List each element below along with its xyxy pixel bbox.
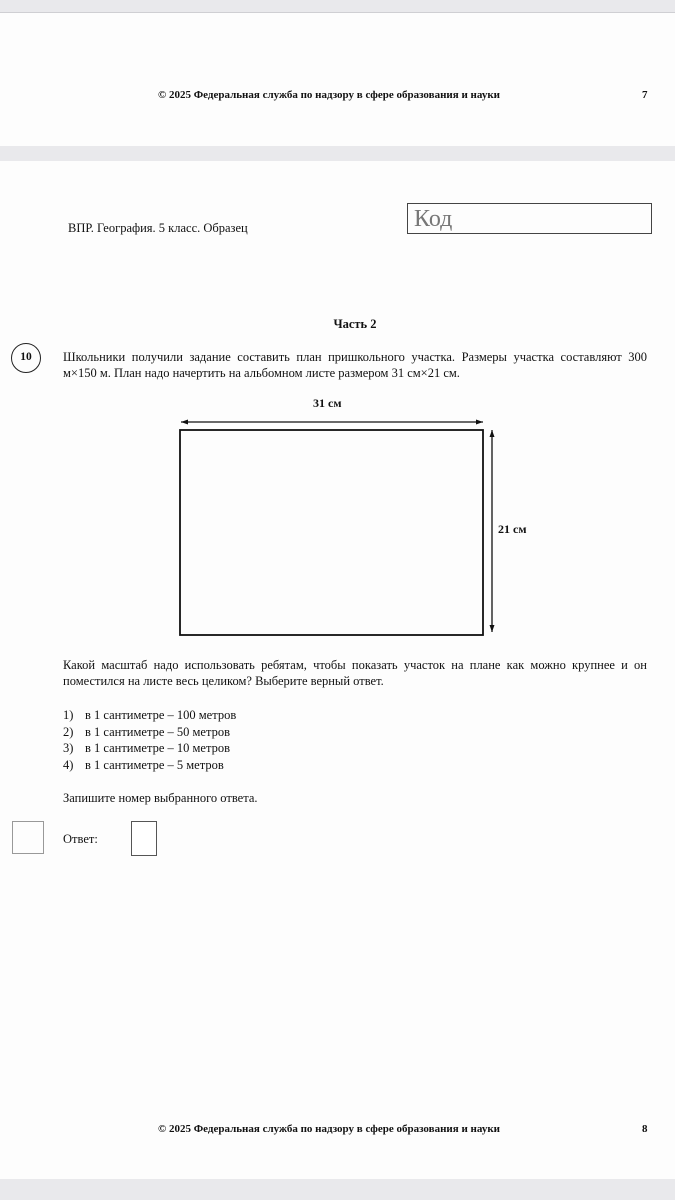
page-number: 7 xyxy=(642,89,648,101)
option-text: в 1 сантиметре – 5 метров xyxy=(85,757,224,772)
option-number: 1) xyxy=(63,708,74,722)
score-box xyxy=(12,821,44,854)
height-label: 21 см xyxy=(498,522,527,536)
answer-options xyxy=(63,707,236,773)
question-text: Какой масштаб надо использовать ребятам, чтобы показать участок на плане как можно крупнее и он поместился на листе весь целиком? Выберите верный ответ. xyxy=(63,658,647,688)
previous-page-fragment xyxy=(0,12,675,146)
page-footer: © 2025 Федеральная служба по надзору в сфере образования и науки xyxy=(158,1123,501,1135)
code-label: Код xyxy=(414,206,453,232)
sheet-diagram xyxy=(170,396,530,646)
option-text: в 1 сантиметре – 10 метров xyxy=(85,741,230,755)
answer-input[interactable] xyxy=(131,821,157,856)
option-number: 4) xyxy=(63,757,74,772)
sheet-diagram-svg xyxy=(170,396,530,641)
task-text: Школьники получили задание составить план пришкольного участка. Размеры участка составляют 300 м×150 м. План надо начертить на альбомном листе размером 31 см×21 см. xyxy=(63,350,647,380)
width-label: 31 см xyxy=(313,396,342,410)
part-title: Часть 2 xyxy=(333,317,377,331)
page-number: 8 xyxy=(642,1123,648,1135)
worksheet-page xyxy=(0,161,675,1179)
option-number: 2) xyxy=(63,724,74,739)
page-footer: © 2025 Федеральная служба по надзору в сфере образования и науки xyxy=(158,89,501,101)
answer-option xyxy=(63,757,236,774)
option-text: в 1 сантиметре – 100 метров xyxy=(85,708,237,722)
answer-option xyxy=(63,724,236,741)
task-number-badge: 10 xyxy=(11,343,41,373)
sheet-rectangle xyxy=(180,430,483,635)
instruction-text: Запишите номер выбранного ответа. xyxy=(63,791,258,805)
answer-option xyxy=(63,707,236,724)
code-field[interactable] xyxy=(407,203,652,234)
option-number: 3) xyxy=(63,741,74,755)
option-text: в 1 сантиметре – 50 метров xyxy=(85,724,230,739)
answer-label: Ответ: xyxy=(63,832,98,846)
worksheet-header-title: ВПР. География. 5 класс. Образец xyxy=(68,221,248,235)
answer-option xyxy=(63,740,236,757)
